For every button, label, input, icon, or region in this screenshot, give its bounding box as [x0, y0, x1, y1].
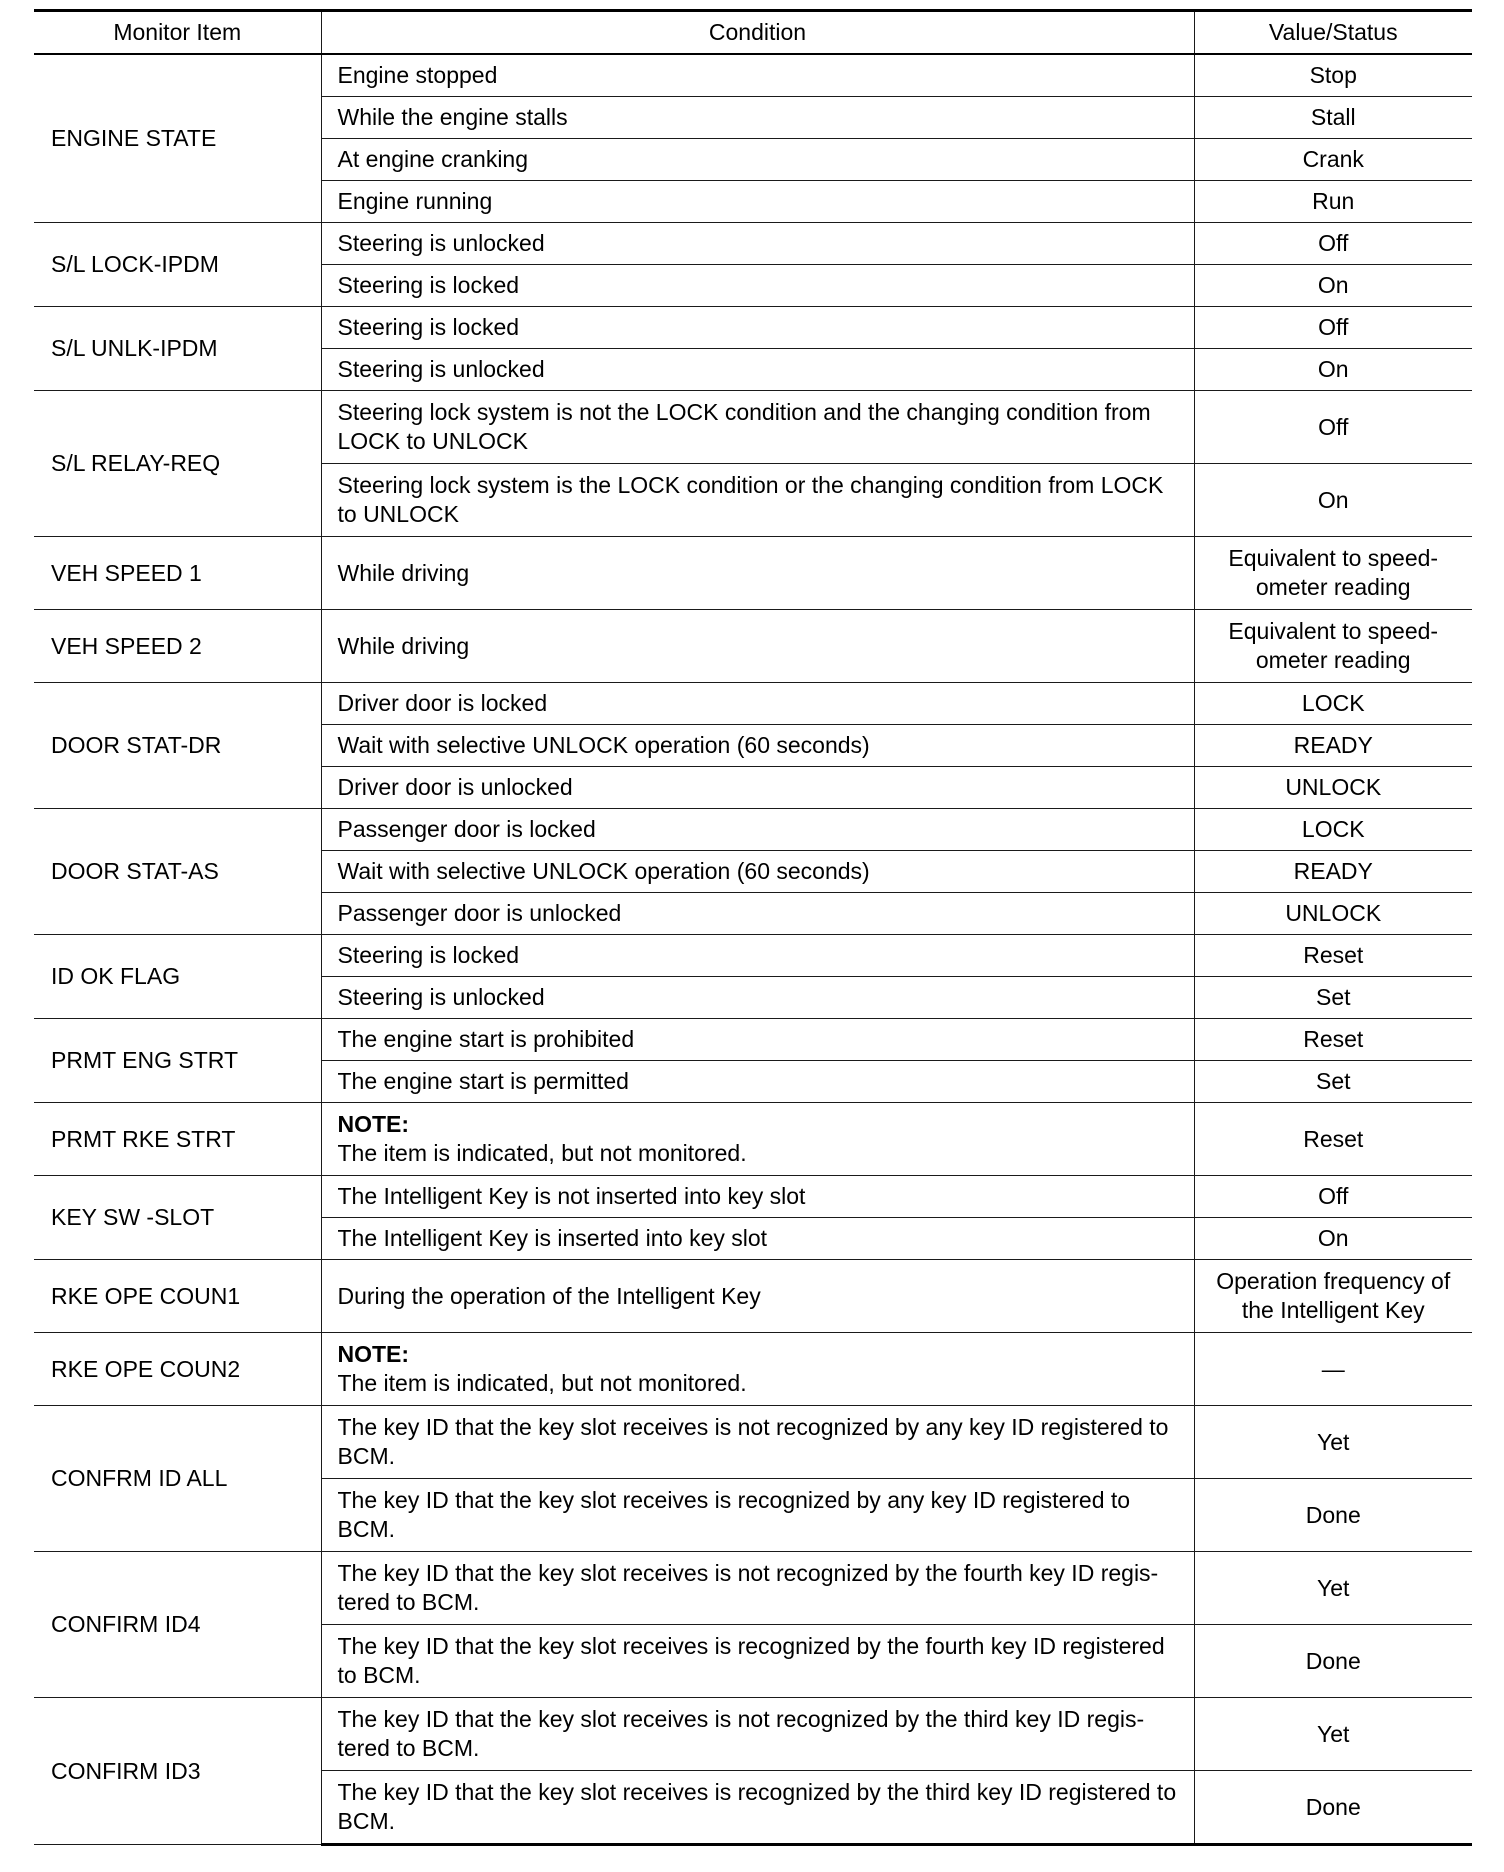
value-status-cell: Yet: [1194, 1406, 1472, 1479]
condition-cell: Engine stopped: [321, 54, 1194, 97]
monitor-item-cell: CONFRM ID ALL: [34, 1406, 321, 1552]
value-status-cell: Off: [1194, 307, 1472, 349]
value-status-cell: Yet: [1194, 1698, 1472, 1771]
table-row: [34, 1406, 1472, 1479]
condition-cell: The key ID that the key slot receives is recognized by the third key ID registered to BCM.: [321, 1771, 1194, 1845]
condition-cell: Driver door is unlocked: [321, 767, 1194, 809]
value-status-cell: Reset: [1194, 935, 1472, 977]
monitor-item-cell: S/L RELAY-REQ: [34, 391, 321, 537]
condition-cell: The key ID that the key slot receives is not recognized by any key ID registered to BCM.: [321, 1406, 1194, 1479]
value-status-cell: Operation frequency of the Intelligent Key: [1194, 1260, 1472, 1333]
condition-cell: The engine start is prohibited: [321, 1019, 1194, 1061]
value-status-cell: READY: [1194, 725, 1472, 767]
monitor-item-cell: VEH SPEED 2: [34, 610, 321, 683]
monitor-item-cell: PRMT ENG STRT: [34, 1019, 321, 1103]
condition-cell: While driving: [321, 610, 1194, 683]
value-status-cell: Reset: [1194, 1019, 1472, 1061]
condition-cell: At engine cranking: [321, 139, 1194, 181]
value-status-cell: Crank: [1194, 139, 1472, 181]
condition-cell: Steering lock system is the LOCK condition or the changing condition from LOCK to UNLOCK: [321, 464, 1194, 537]
table-row: [34, 809, 1472, 851]
table-row: [34, 223, 1472, 265]
table-row: [34, 935, 1472, 977]
note-label: NOTE:: [337, 1341, 410, 1367]
condition-cell: [321, 1103, 1194, 1176]
value-status-cell: Yet: [1194, 1552, 1472, 1625]
table-row: [34, 1260, 1472, 1333]
monitor-item-cell: VEH SPEED 1: [34, 537, 321, 610]
header-value-status: Value/Status: [1194, 11, 1472, 55]
value-status-cell: LOCK: [1194, 683, 1472, 725]
value-status-cell: Stop: [1194, 54, 1472, 97]
condition-cell: Passenger door is locked: [321, 809, 1194, 851]
monitor-item-cell: DOOR STAT-DR: [34, 683, 321, 809]
value-status-cell: Off: [1194, 1176, 1472, 1218]
monitor-item-cell: KEY SW -SLOT: [34, 1176, 321, 1260]
note-text: The item is indicated, but not monitored.: [337, 1140, 747, 1166]
value-status-cell: On: [1194, 464, 1472, 537]
table-row: [34, 307, 1472, 349]
note-label: NOTE:: [337, 1111, 410, 1137]
condition-cell: During the operation of the Intelligent Key: [321, 1260, 1194, 1333]
value-status-cell: —: [1194, 1333, 1472, 1406]
condition-cell: Wait with selective UNLOCK operation (60 seconds): [321, 725, 1194, 767]
value-status-cell: Done: [1194, 1771, 1472, 1845]
condition-cell: The key ID that the key slot receives is recognized by the fourth key ID registered to BCM.: [321, 1625, 1194, 1698]
table-row: [34, 1552, 1472, 1625]
table-row: [34, 610, 1472, 683]
table-row: [34, 1103, 1472, 1176]
value-status-cell: Off: [1194, 223, 1472, 265]
monitor-item-cell: DOOR STAT-AS: [34, 809, 321, 935]
condition-cell: Passenger door is unlocked: [321, 893, 1194, 935]
table-row: [34, 54, 1472, 97]
condition-cell: Steering is unlocked: [321, 977, 1194, 1019]
table-row: [34, 537, 1472, 610]
monitor-item-table: [34, 9, 1472, 1846]
note-text: The item is indicated, but not monitored.: [337, 1370, 747, 1396]
monitor-item-cell: ENGINE STATE: [34, 54, 321, 223]
header-monitor-item: Monitor Item: [34, 11, 321, 55]
condition-cell: The Intelligent Key is not inserted into key slot: [321, 1176, 1194, 1218]
table-header-row: [34, 11, 1472, 55]
monitor-item-cell: CONFIRM ID4: [34, 1552, 321, 1698]
condition-cell: Steering is unlocked: [321, 349, 1194, 391]
condition-cell: Steering is unlocked: [321, 223, 1194, 265]
table-row: [34, 1333, 1472, 1406]
condition-cell: Steering is locked: [321, 935, 1194, 977]
value-status-cell: Equivalent to speed-ometer reading: [1194, 610, 1472, 683]
value-status-cell: Equivalent to speed-ometer reading: [1194, 537, 1472, 610]
condition-cell: [321, 1333, 1194, 1406]
monitor-item-cell: PRMT RKE STRT: [34, 1103, 321, 1176]
condition-cell: While driving: [321, 537, 1194, 610]
value-status-cell: On: [1194, 265, 1472, 307]
monitor-item-cell: RKE OPE COUN1: [34, 1260, 321, 1333]
condition-cell: Steering is locked: [321, 307, 1194, 349]
value-status-cell: UNLOCK: [1194, 893, 1472, 935]
condition-cell: Steering lock system is not the LOCK condition and the changing condition from LOCK to UNLOCK: [321, 391, 1194, 464]
condition-cell: The key ID that the key slot receives is not recognized by the third key ID regis-tered to BCM.: [321, 1698, 1194, 1771]
condition-cell: Steering is locked: [321, 265, 1194, 307]
header-condition: Condition: [321, 11, 1194, 55]
condition-cell: The key ID that the key slot receives is recognized by any key ID registered to BCM.: [321, 1479, 1194, 1552]
condition-cell: The key ID that the key slot receives is not recognized by the fourth key ID regis-tered to BCM.: [321, 1552, 1194, 1625]
value-status-cell: Off: [1194, 391, 1472, 464]
monitor-item-cell: CONFIRM ID3: [34, 1698, 321, 1845]
condition-cell: While the engine stalls: [321, 97, 1194, 139]
table-body: [34, 54, 1472, 1845]
value-status-cell: Reset: [1194, 1103, 1472, 1176]
monitor-item-cell: S/L LOCK-IPDM: [34, 223, 321, 307]
table-row: [34, 683, 1472, 725]
monitor-item-cell: ID OK FLAG: [34, 935, 321, 1019]
value-status-cell: Stall: [1194, 97, 1472, 139]
value-status-cell: Done: [1194, 1479, 1472, 1552]
condition-cell: The engine start is permitted: [321, 1061, 1194, 1103]
value-status-cell: READY: [1194, 851, 1472, 893]
monitor-item-cell: S/L UNLK-IPDM: [34, 307, 321, 391]
value-status-cell: LOCK: [1194, 809, 1472, 851]
condition-cell: Wait with selective UNLOCK operation (60 seconds): [321, 851, 1194, 893]
value-status-cell: Run: [1194, 181, 1472, 223]
table-row: [34, 1176, 1472, 1218]
value-status-cell: On: [1194, 349, 1472, 391]
value-status-cell: UNLOCK: [1194, 767, 1472, 809]
value-status-cell: On: [1194, 1218, 1472, 1260]
value-status-cell: Done: [1194, 1625, 1472, 1698]
table-row: [34, 1019, 1472, 1061]
table-row: [34, 1698, 1472, 1771]
condition-cell: Engine running: [321, 181, 1194, 223]
table-row: [34, 391, 1472, 464]
condition-cell: The Intelligent Key is inserted into key slot: [321, 1218, 1194, 1260]
value-status-cell: Set: [1194, 977, 1472, 1019]
monitor-item-cell: RKE OPE COUN2: [34, 1333, 321, 1406]
value-status-cell: Set: [1194, 1061, 1472, 1103]
condition-cell: Driver door is locked: [321, 683, 1194, 725]
